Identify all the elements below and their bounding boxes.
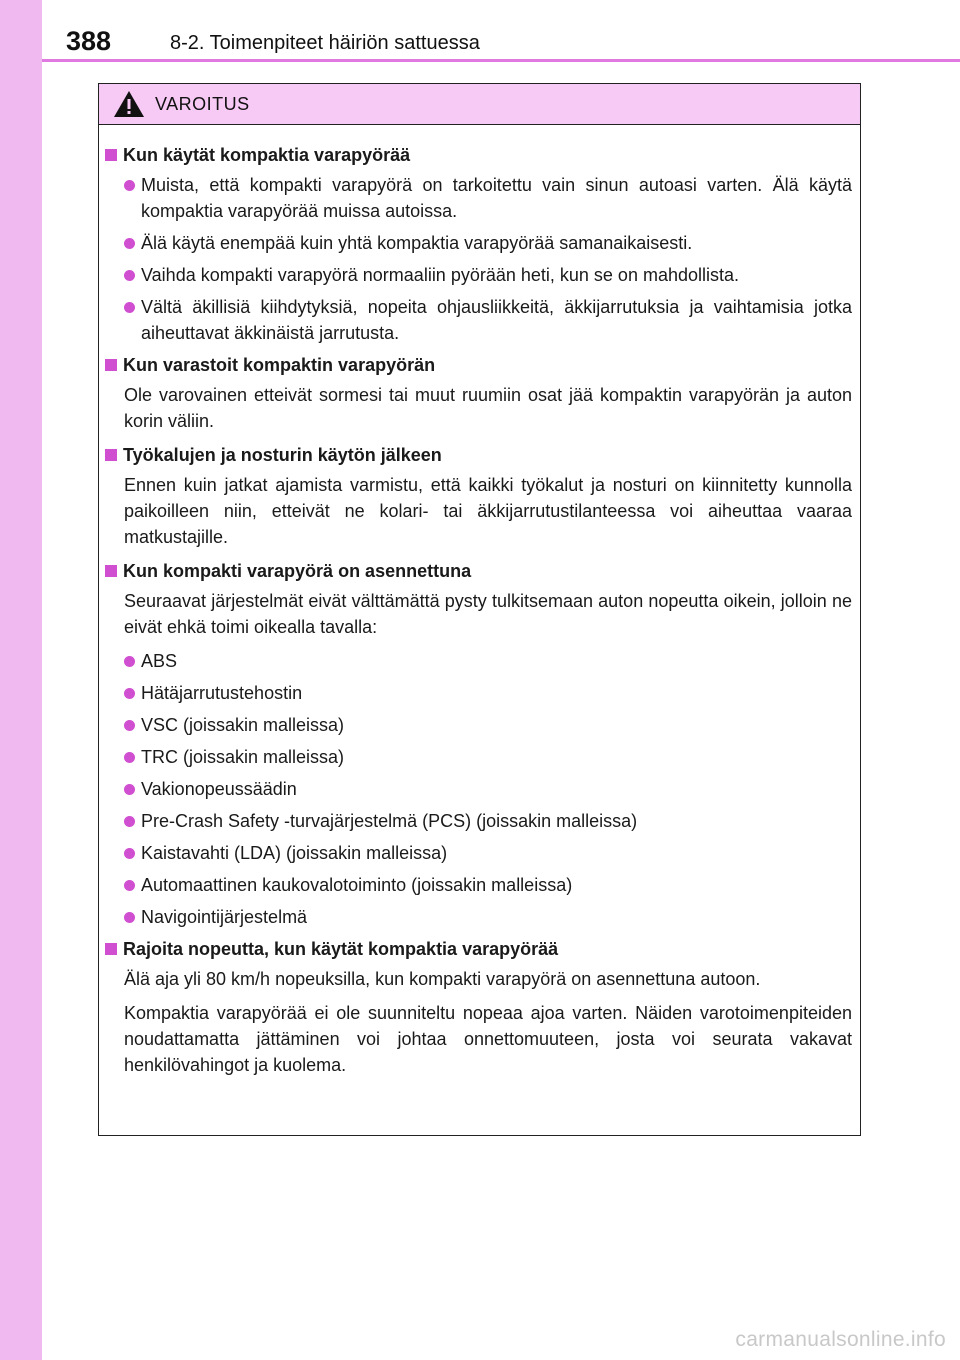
list-item: Navigointijärjestelmä [124,904,852,930]
dot-bullet-icon [124,270,135,281]
dot-bullet-icon [124,656,135,667]
dot-bullet-icon [124,848,135,859]
paragraph: Ennen kuin jatkat ajamista varmistu, että kaikki työkalut ja nosturi on kiinnitetty kunnolla paikoilleen niin, etteivät ne kolari- tai äkkijarrutustilanteessa voi aiheuttaa vaaraa matkustajille. [124,475,852,547]
warning-header [99,84,860,125]
dot-bullet-icon [124,238,135,249]
list-item: VSC (joissakin malleissa) [124,712,852,738]
list-item: Vakionopeussäädin [124,776,852,802]
list-item: Vältä äkillisiä kiihdytyksiä, nopeita ohjausliikkeitä, äkkijarrutuksia ja vaihtamisia jotka aiheuttavat äkkinäistä jarrutusta. [124,294,852,346]
section-title: 8-2. Toimenpiteet häiriön sattuessa [170,32,480,54]
list-item: Kaistavahti (LDA) (joissakin malleissa) [124,840,852,866]
section-heading: Rajoita nopeutta, kun käytät kompaktia varapyörää [105,936,852,962]
dot-bullet-icon [124,302,135,313]
dot-bullet-icon [124,784,135,795]
dot-bullet-icon [124,180,135,191]
list-item: ABS [124,648,852,674]
square-bullet-icon [105,359,117,371]
section-heading: Kun varastoit kompaktin varapyörän [105,352,852,378]
square-bullet-icon [105,565,117,577]
list-item: TRC (joissakin malleissa) [124,744,852,770]
square-bullet-icon [105,943,117,955]
paragraph: Kompaktia varapyörää ei ole suunniteltu nopeaa ajoa varten. Näiden varotoimenpiteiden noudattamatta jättäminen voi johtaa onnettomuuteen, josta voi seurata vakavat henkilövahingot ja kuolema. [124,1003,852,1075]
list-item: Muista, että kompakti varapyörä on tarkoitettu vain sinun autoasi varten. Älä käytä kompaktia varapyörää muissa autoissa. [124,172,852,224]
paragraph: Seuraavat järjestelmät eivät välttämättä pysty tulkitsemaan auton nopeutta oikein, jolloin ne eivät ehkä toimi oikealla tavalla: [124,591,852,637]
dot-bullet-icon [124,752,135,763]
warning-box [98,83,861,1136]
list-item: Automaattinen kaukovalotoiminto (joissakin malleissa) [124,872,852,898]
list-item: Vaihda kompakti varapyörä normaaliin pyörään heti, kun se on mahdollista. [124,262,852,288]
square-bullet-icon [105,149,117,161]
paragraph: Ole varovainen etteivät sormesi tai muut ruumiin osat jää kompaktin varapyörän ja auton korin väliin. [124,385,852,431]
section-heading: Kun kompakti varapyörä on asennettuna [105,558,852,584]
paragraph: Älä aja yli 80 km/h nopeuksilla, kun kompakti varapyörä on asennettuna autoon. [124,969,761,989]
side-color-bar [0,0,42,1360]
list-item: Pre-Crash Safety -turvajärjestelmä (PCS) (joissakin malleissa) [124,808,852,834]
square-bullet-icon [105,449,117,461]
section-heading: Kun käytät kompaktia varapyörää [105,142,852,168]
dot-bullet-icon [124,688,135,699]
watermark-text: carmanualsonline.info [735,1328,946,1351]
dot-bullet-icon [124,880,135,891]
section-heading: Työkalujen ja nosturin käytön jälkeen [105,442,852,468]
list-item: Älä käytä enempää kuin yhtä kompaktia varapyörää samanaikaisesti. [124,230,852,256]
warning-title: VAROITUS [155,93,250,114]
list-item: Hätäjarrutustehostin [124,680,852,706]
dot-bullet-icon [124,912,135,923]
header-rule [42,59,960,62]
page-number: 388 [66,26,112,56]
dot-bullet-icon [124,816,135,827]
dot-bullet-icon [124,720,135,731]
warning-triangle-icon [113,90,145,118]
warning-body [99,125,860,1078]
